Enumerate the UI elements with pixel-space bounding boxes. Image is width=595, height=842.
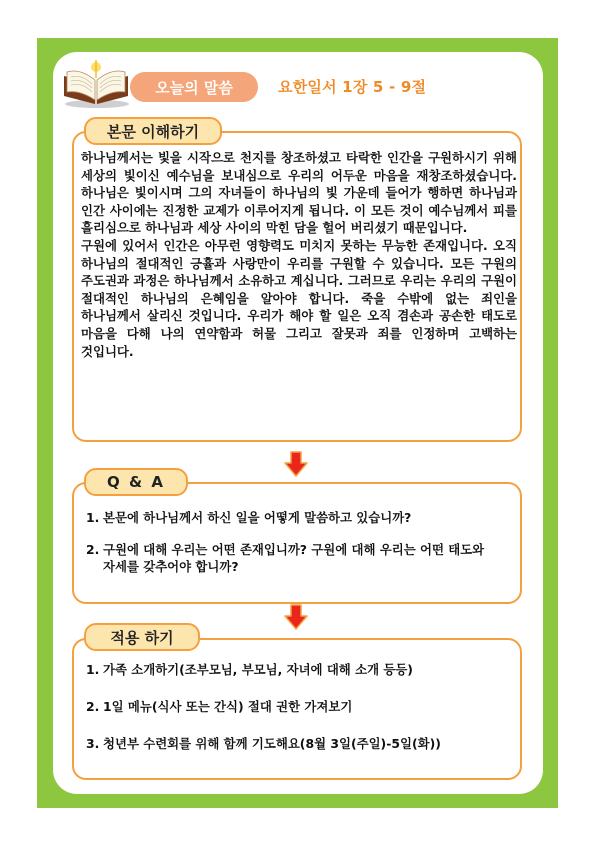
open-bible-icon (60, 58, 132, 110)
apply-tab: 적용 하기 (84, 623, 200, 651)
item-text: 청년부 수련회를 위해 함께 기도해요(8월 3일(주일)-5일(화)) (103, 736, 441, 751)
list-item (86, 735, 516, 752)
understanding-body (81, 149, 517, 360)
apply-list (86, 661, 516, 752)
scripture-reference: 요한일서 1장 5 - 9절 (278, 78, 427, 96)
item-number: 2. (86, 542, 100, 557)
item-text: 가족 소개하기(조부모님, 부모님, 자녀에 대해 소개 등등) (103, 662, 413, 677)
down-arrow-icon (284, 604, 308, 630)
item-number: 1. (86, 510, 100, 525)
list-item (86, 541, 486, 575)
item-number: 3. (86, 736, 100, 751)
understanding-tab: 본문 이해하기 (84, 117, 222, 145)
down-arrow-icon (284, 451, 308, 477)
qa-list (86, 509, 516, 575)
item-number: 2. (86, 699, 100, 714)
list-item (86, 698, 516, 715)
paragraph: 하나님께서는 빛을 시작으로 천지를 창조하셨고 타락한 인간을 구원하시기 위해 세상의 빛이신 예수님을 보내심으로 우리의 어두운 마음을 재창조하셨습니다. 하나님은 빛이시며 그의 자녀들이 하나님의 빛 가운데 들어가 행하면 하나님과 인간 사이에는 진정한 교제가 이루어지게 됩니다. 이 모든 것이 예수님께서 피를 흘리심으로 하나님과 세상 사이의 막힌 담을 헐어 버리셨기 때문입니다. (81, 150, 517, 236)
item-text: 1일 메뉴(식사 또는 간식) 절대 권한 가져보기 (103, 699, 353, 714)
item-text: 구원에 대해 우리는 어떤 존재입니까? 구원에 대해 우리는 어떤 태도와 자세를 갖추어야 합니까? (103, 542, 485, 574)
item-text: 본문에 하나님께서 하신 일을 어떻게 말씀하고 있습니까? (103, 510, 412, 525)
list-item (86, 661, 516, 678)
paragraph: 구원에 있어서 인간은 아무런 영향력도 미치지 못하는 무능한 존재입니다. 오직 하나님의 절대적인 긍휼과 사랑만이 우리를 구원할 수 있습니다. 모든 구원의 주도권과 과정은 하나님께서 소유하고 계십니다. 그러므로 우리는 우리의 구원이 절대적인 하나님의 은혜임을 알아야 합니다. 죽을 수밖에 없는 죄인을 하나님께서 살리신 것입니다. 우리가 해야 할 일은 오직 겸손과 공손한 태도로 마음을 다해 나의 연약함과 허물 그리고 잘못과 죄를 인정하며 고백하는 것입니다. (81, 237, 517, 359)
todays-word-label: 오늘의 말씀 (130, 72, 258, 102)
item-number: 1. (86, 662, 100, 677)
list-item (86, 509, 516, 526)
qa-tab: Q & A (84, 468, 188, 496)
